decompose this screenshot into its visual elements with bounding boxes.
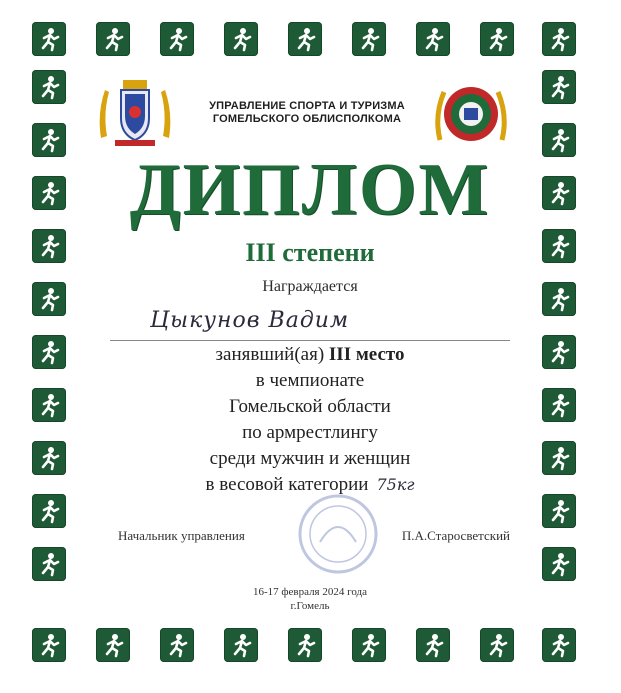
signatory-name: П.А.Старосветский — [401, 528, 510, 543]
boxing-icon — [32, 441, 66, 475]
recipient-name: Цыкунов Вадим — [150, 308, 350, 333]
category-line: среди мужчин и женщин — [209, 448, 411, 469]
gomel-region-coat-of-arms-icon — [95, 78, 175, 148]
diploma-degree: III степени — [245, 238, 375, 267]
recipient-underline — [110, 340, 510, 341]
awarded-label: Награждается — [262, 278, 358, 295]
gymnastics-icon — [160, 628, 194, 662]
wrestling-icon — [32, 229, 66, 263]
place-value: III место — [328, 344, 405, 365]
weight-value: 75кг — [376, 475, 415, 494]
swimming-icon — [160, 22, 194, 56]
archery-icon — [542, 123, 576, 157]
award-text — [110, 342, 510, 498]
weightlifting-icon — [352, 628, 386, 662]
championship-line: в чемпионате — [255, 370, 365, 391]
organization-name — [178, 100, 436, 126]
ski-jump-icon — [416, 22, 450, 56]
sport-line: по армрестлингу — [242, 422, 378, 443]
running-icon — [542, 628, 576, 662]
rowing-machine-icon — [542, 441, 576, 475]
table-tennis-icon — [542, 547, 576, 581]
hurdles-icon — [480, 628, 514, 662]
javelin-icon — [32, 335, 66, 369]
football-icon — [32, 176, 66, 210]
archery-icon — [288, 22, 322, 56]
weightlifting-icon — [32, 70, 66, 104]
cycling-icon — [542, 70, 576, 104]
high-jump-icon — [32, 547, 66, 581]
organization-line1: УПРАВЛЕНИЕ СПОРТА И ТУРИЗМА — [209, 100, 405, 112]
event-date: 16-17 февраля 2024 года — [252, 586, 368, 598]
skating-icon — [32, 388, 66, 422]
canoe-icon — [288, 628, 322, 662]
rowing-icon — [542, 229, 576, 263]
diploma-title: ДИПЛОМ — [129, 149, 491, 231]
karate-icon — [542, 494, 576, 528]
official-stamp-icon — [280, 492, 396, 576]
shooting-icon — [542, 335, 576, 369]
curling-icon — [542, 22, 576, 56]
canoe-icon — [32, 123, 66, 157]
fencing-icon — [224, 628, 258, 662]
running-icon — [32, 22, 66, 56]
rings-icon — [542, 388, 576, 422]
skiing-icon — [224, 22, 258, 56]
place-line — [110, 342, 510, 368]
signatory-role: Начальник управления — [118, 528, 245, 543]
martial-arts-icon — [416, 628, 450, 662]
tennis-icon — [542, 282, 576, 316]
judo-icon — [542, 176, 576, 210]
hockey-icon — [96, 628, 130, 662]
biathlon-icon — [352, 22, 386, 56]
sport-department-emblem-icon — [432, 80, 510, 152]
luge-icon — [480, 22, 514, 56]
volleyball-icon — [32, 494, 66, 528]
organization-line2: ГОМЕЛЬСКОГО ОБЛИСПОЛКОМА — [212, 113, 402, 125]
event-date-place — [200, 585, 420, 613]
region-line: Гомельской области — [229, 396, 391, 417]
hurdles-icon — [32, 628, 66, 662]
weight-label: в весовой категории — [205, 474, 369, 495]
event-city: г.Гомель — [290, 600, 330, 612]
gymnastics-icon — [32, 282, 66, 316]
place-prefix: занявший(ая) — [215, 344, 329, 365]
volleyball-icon — [96, 22, 130, 56]
